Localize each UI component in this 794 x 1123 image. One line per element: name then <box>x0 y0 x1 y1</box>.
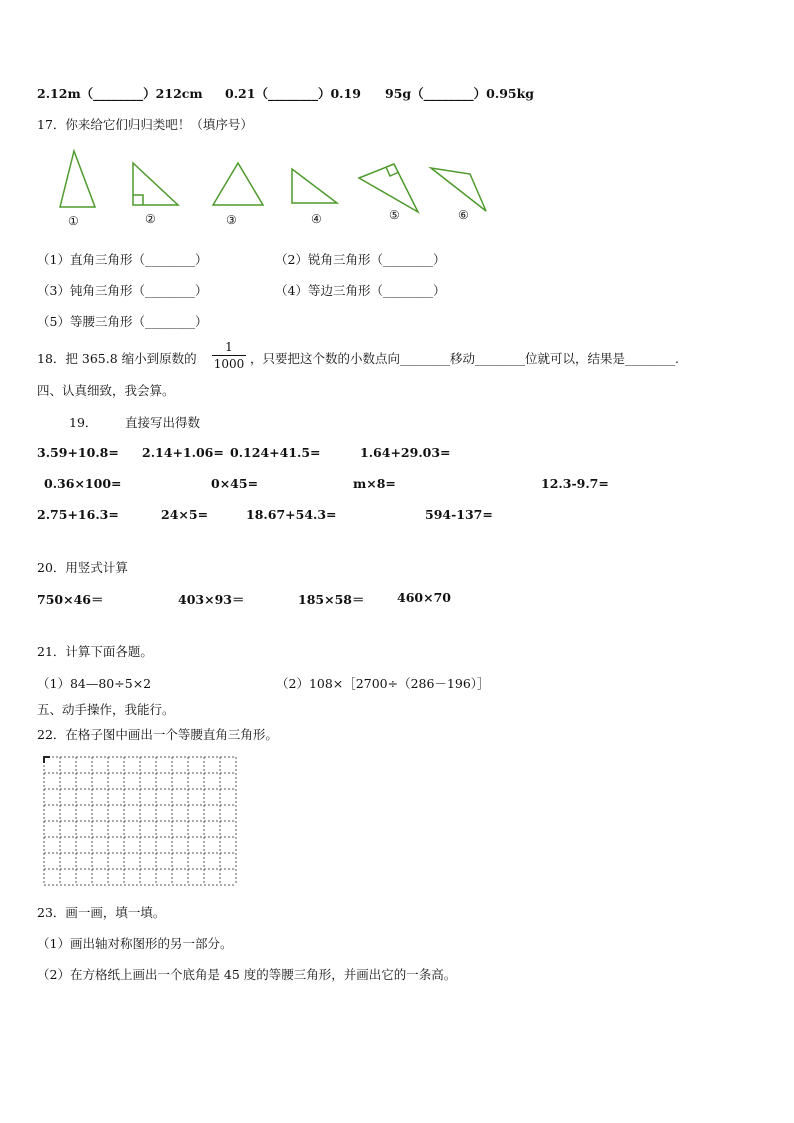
compare-item-3 <box>385 84 534 102</box>
q23-part-2: （2）在方格纸上画出一个底角是 45 度的等腰三角形，并画出它的一条高。 <box>37 967 457 982</box>
triangle-group <box>60 151 486 212</box>
calc-1-2: 2.14+1.06= <box>142 445 224 460</box>
q21-part-2: （2）108×［2700÷（286－196）］ <box>276 676 490 691</box>
triangle-label-4: ④ <box>311 212 322 226</box>
compare-3-right: ）0.95kg <box>473 86 534 101</box>
q20-title: 20．用竖式计算 <box>37 560 128 575</box>
triangle-label-3: ③ <box>226 213 237 227</box>
fraction-denominator: 1000 <box>213 357 245 371</box>
fraction-bar <box>212 355 246 356</box>
compare-3-blank[interactable]: ________ <box>423 86 474 101</box>
q17-item-5: （5）等腰三角形（________） <box>37 314 208 329</box>
vertical-calc-4: 460×70 <box>397 590 451 605</box>
q18-suffix: ，只要把这个数的小数点向________移动________位就可以，结果是________. <box>250 351 679 366</box>
calc-2-3: m×8= <box>353 476 396 491</box>
compare-1-blank[interactable]: ________ <box>93 86 144 101</box>
q23-part-1: （1）画出轴对称图形的另一部分。 <box>37 936 233 951</box>
calc-1-1: 3.59+10.8= <box>37 445 119 460</box>
triangle-4 <box>292 169 337 203</box>
triangle-6 <box>431 168 486 211</box>
calc-1-3: 0.124+41.5= <box>230 445 321 460</box>
q21-part-1: （1）84—80÷5×2 <box>37 676 152 691</box>
q17-item-4: （4）等边三角形（________） <box>275 283 446 298</box>
q17-item-2: （2）锐角三角形（________） <box>275 252 446 267</box>
vertical-calc-2: 403×93＝ <box>178 592 245 607</box>
q17-item-1: （1）直角三角形（________） <box>37 252 208 267</box>
compare-2-blank[interactable]: ________ <box>267 86 318 101</box>
compare-2-right: ）0.19 <box>317 86 361 101</box>
triangle-label-5: ⑤ <box>389 208 400 222</box>
right-angle-mark-2 <box>133 195 143 205</box>
section-5-title: 五、动手操作，我能行。 <box>37 702 175 717</box>
q19-number: 19． <box>69 415 98 430</box>
vertical-calc-3: 185×58＝ <box>298 592 365 607</box>
q18-fraction <box>212 340 246 371</box>
dotted-grid[interactable] <box>44 757 240 887</box>
triangle-3 <box>213 163 263 205</box>
compare-item-2 <box>225 84 361 102</box>
compare-2-left: 0.21（ <box>225 86 268 101</box>
calc-2-4: 12.3-9.7= <box>541 476 609 491</box>
triangle-label-2: ② <box>145 212 156 226</box>
q17-item-3: （3）钝角三角形（________） <box>37 283 208 298</box>
calc-3-1: 2.75+16.3= <box>37 507 119 522</box>
calc-2-1: 0.36×100= <box>44 476 122 491</box>
q21-title: 21．计算下面各题。 <box>37 644 153 659</box>
q18-prefix: 18．把 365.8 缩小到原数的 <box>37 351 197 366</box>
q23-title: 23．画一画，填一填。 <box>37 905 166 920</box>
triangle-2 <box>133 163 178 205</box>
calc-3-2: 24×5= <box>161 507 209 522</box>
calc-3-4: 594-137= <box>425 507 493 522</box>
triangle-label-6: ⑥ <box>458 208 469 222</box>
q19-title: 直接写出得数 <box>125 415 201 430</box>
calc-1-4: 1.64+29.03= <box>360 445 451 460</box>
q17-title: 17．你来给它们归归类吧！（填序号） <box>37 117 253 132</box>
vertical-calc-1: 750×46＝ <box>37 592 104 607</box>
compare-item-1 <box>37 84 203 102</box>
fraction-numerator: 1 <box>225 340 233 354</box>
compare-1-right: ）212cm <box>143 86 203 101</box>
compare-3-left: 95g（ <box>385 86 424 101</box>
section-4-title: 四、认真细致，我会算。 <box>37 383 175 398</box>
triangle-label-1: ① <box>68 214 79 228</box>
q22-title: 22．在格子图中画出一个等腰直角三角形。 <box>37 727 278 742</box>
compare-1-left: 2.12m（ <box>37 86 94 101</box>
calc-2-2: 0×45= <box>211 476 259 491</box>
grid-corner-mark <box>44 757 50 763</box>
triangle-1 <box>60 151 95 207</box>
calc-3-3: 18.67+54.3= <box>246 507 337 522</box>
